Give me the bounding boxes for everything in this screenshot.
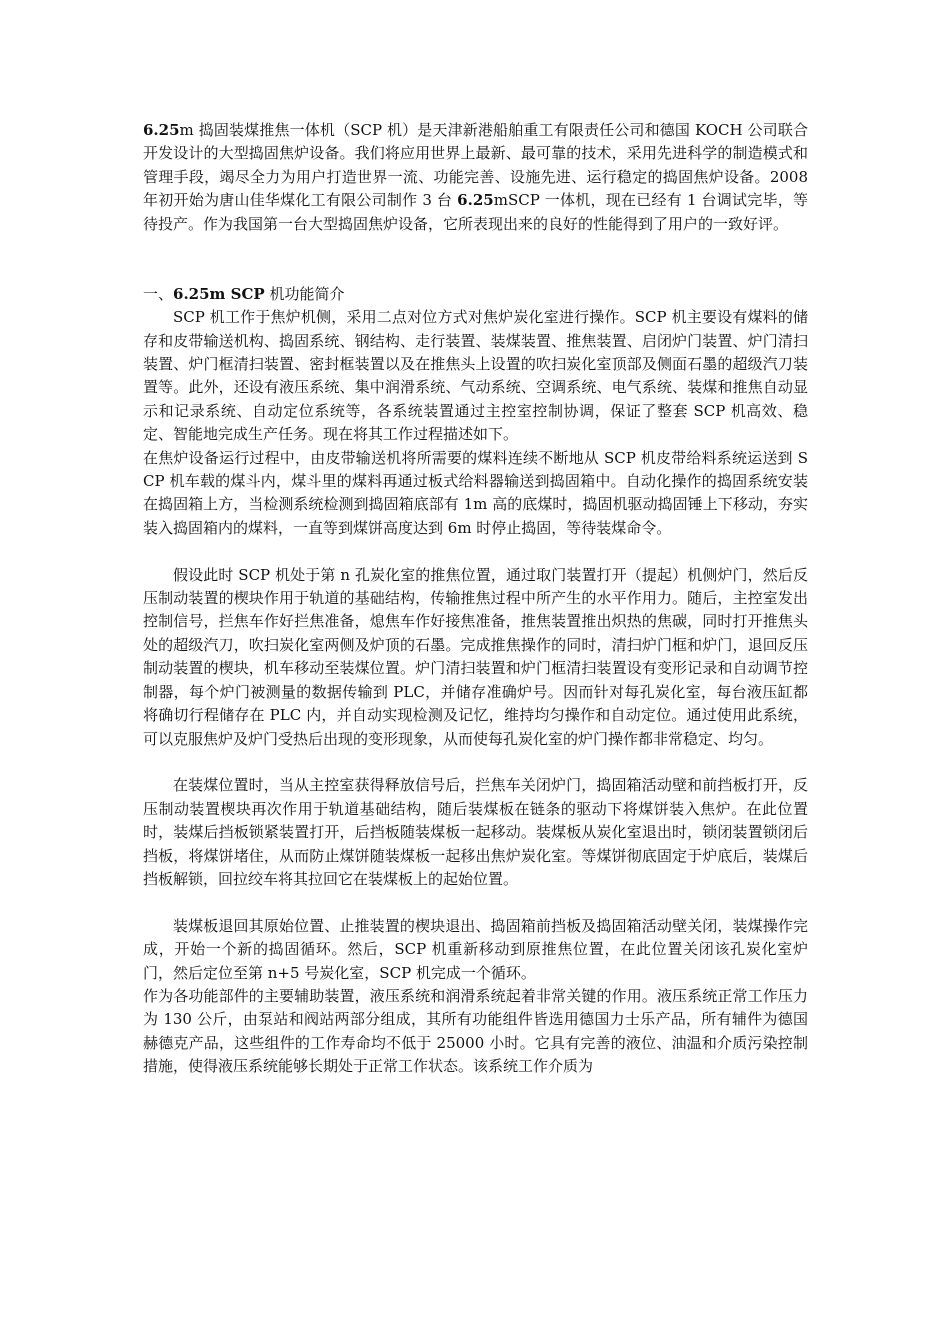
section-heading-suffix: 机功能简介: [264, 284, 345, 303]
intro-bold-number: 6.25: [143, 121, 180, 139]
document-body: [143, 119, 808, 1079]
section-heading-prefix: 一、: [143, 284, 174, 303]
intro-text-part1: m 捣固装煤推焦一体机（SCP 机）是天津新港船舶重工有限责任公司和德国 KOCH 公司联合开发设计的大型捣固焦炉设备。我们将应用世界上最新、最可靠的技术，采用先进科学的制造模式和管理手段，竭尽全力为用户打造世界一流、功能完善、设施先进、运行稳定的捣固焦炉设备。2008 年初开始为唐山佳华煤化工有限公司制作 3 台: [143, 121, 808, 210]
intro-bold-number-2: 6.25: [457, 191, 494, 210]
paragraph-gap: [143, 259, 808, 282]
section-heading-bold: 6.25m SCP: [173, 284, 265, 303]
intro-text-part2: mSCP 一体机，现在已经有 1 台调试完毕，等待投产。作为我国第一台大型捣固焦炉设备，它所表现出来的良好的性能得到了用户的一致好评。: [143, 191, 808, 233]
paragraph-gap: [143, 236, 808, 259]
overview-paragraph: SCP 机工作于焦炉机侧，采用二点对位方式对焦炉炭化室进行操作。SCP 机主要设有煤料的储存和皮带输送机构、捣固系统、钢结构、走行装置、装煤装置、推焦装置、启闭炉门装置、炉门清扫装置、炉门框清扫装置、密封框装置以及在推焦头上设置的吹扫炭化室顶部及侧面石墨的超级汽刀装置等。此外，还设有液压系统、集中润滑系统、气动系统、空调系统、电气系统、装煤和推焦自动显示和记录系统、自动定位系统等，各系统装置通过主控室控制协调，保证了整套 SCP 机高效、稳定、智能地完成生产任务。现在将其工作过程描述如下。: [143, 308, 808, 444]
coal-feed-paragraph: 在焦炉设备运行过程中，由皮带输送机将所需要的煤料连续不断地从 SCP 机皮带给料系统运送到 SCP 机车载的煤斗内，煤斗里的煤料再通过板式给料器输送到捣固箱中。自动化操作的捣固系统安装在捣固箱上方，当检测系统检测到捣固箱底部有 1m 高的底煤时，捣固机驱动捣固锤上下移动，夯实装入捣固箱内的煤料，一直等到煤饼高度达到 6m 时停止捣固，等待装煤命令。: [143, 448, 808, 537]
charging-paragraph: 在装煤位置时，当从主控室获得释放信号后，拦焦车关闭炉门，捣固箱活动壁和前挡板打开，反压制动装置楔块再次作用于轨道基础结构，随后装煤板在链条的驱动下将煤饼装入焦炉。在此位置时，装煤后挡板锁紧装置打开，后挡板随装煤板一起移动。装煤板从炭化室退出时，锁闭装置锁闭后挡板，将煤饼堵住，从而防止煤饼随装煤板一起移出焦炉炭化室。等煤饼彻底固定于炉底后，装煤后挡板解锁，回拉绞车将其拉回它在装煤板上的起始位置。: [143, 776, 808, 888]
paragraph-gap: [143, 751, 808, 774]
hydraulic-paragraph: 作为各功能部件的主要辅助装置，液压系统和润滑系统起着非常关键的作用。液压系统正常工作压力为 130 公斤，由泵站和阀站两部分组成，其所有功能组件皆选用德国力士乐产品，所有辅件为德国赫德克产品，这些组件的工作寿命均不低于 25000 小时。它具有完善的液位、油温和介质污染控制措施，使得液压系统能够长期处于正常工作状态。该系统工作介质为: [143, 986, 808, 1076]
cycle-paragraph: 装煤板退回其原始位置、止推装置的楔块退出、捣固箱前挡板及捣固箱活动壁关闭，装煤操作完成，开始一个新的捣固循环。然后，SCP 机重新移动到原推焦位置，在此位置关闭该孔炭化室炉门，然后定位至第 n+5 号炭化室，SCP 机完成一个循环。: [143, 916, 808, 982]
pushing-paragraph: 假设此时 SCP 机处于第 n 孔炭化室的推焦位置，通过取门装置打开（提起）机侧炉门，然后反压制动装置的楔块作用于轨道的基础结构，传输推焦过程中所产生的水平作用力。随后，主控室发出控制信号，拦焦车作好拦焦准备，熄焦车作好接焦准备，推焦装置推出炽热的焦碳，同时打开推焦头处的超级汽刀，吹扫炭化室两侧及炉顶的石墨。完成推焦操作的同时，清扫炉门框和炉门，退回反压制动装置的楔块，机车移动至装煤位置。炉门清扫装置和炉门框清扫装置设有变形记录和自动调节控制器，每个炉门被测量的数据传输到 PLC，并储存准确炉号。因而针对每孔炭化室，每台液压缸都将确切行程储存在 PLC 内，并自动实现检测及记忆，维持均匀操作和自动定位。通过使用此系统，可以克服焦炉及炉门受热后出现的变形现象，从而使每孔炭化室的炉门操作都非常稳定、均匀。: [143, 565, 808, 748]
section-heading: [143, 283, 808, 306]
intro-paragraph: [143, 119, 808, 236]
paragraph-gap: [143, 891, 808, 914]
paragraph-gap: [143, 540, 808, 563]
